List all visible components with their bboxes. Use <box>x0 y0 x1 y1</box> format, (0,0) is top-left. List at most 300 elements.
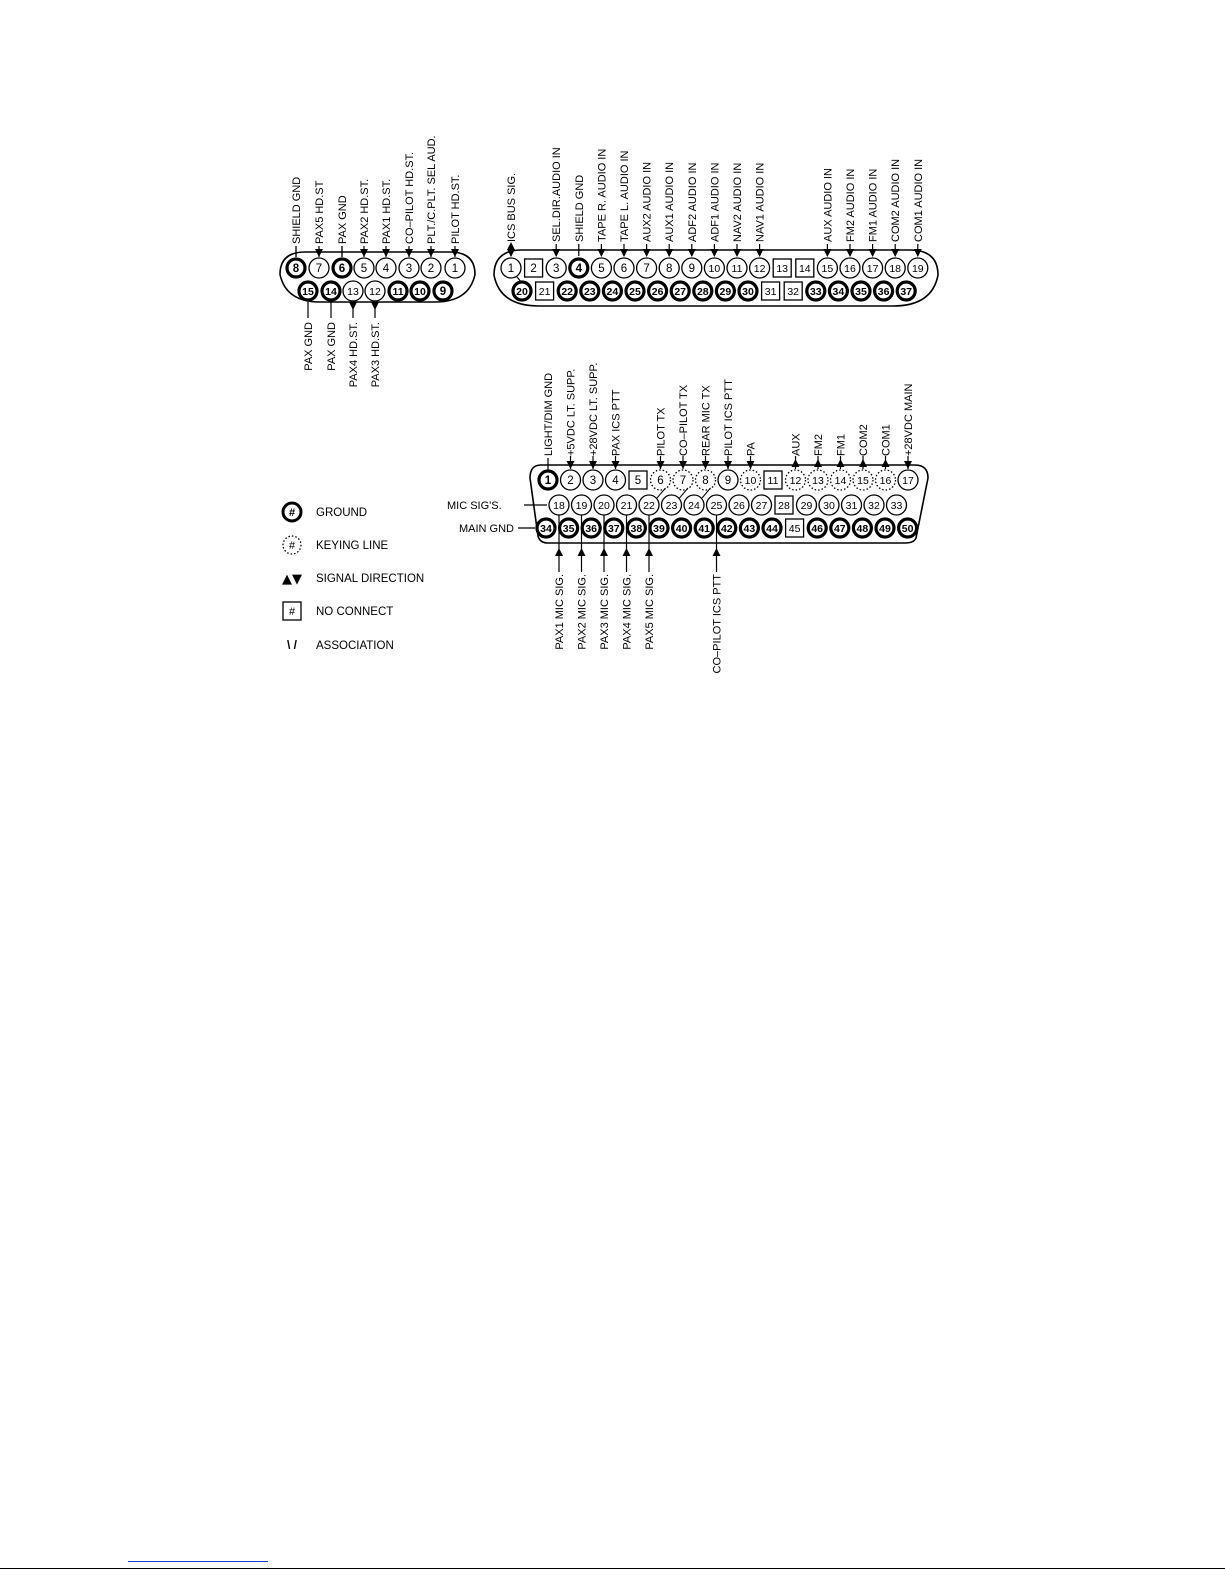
conn50-pin-31 <box>842 495 862 515</box>
conn37-pin-27 <box>671 282 689 300</box>
conn15-barrow-2 <box>349 302 357 310</box>
conn37-arrow-5 <box>643 249 651 257</box>
conn37-pin-25 <box>626 282 644 300</box>
conn37-pin-22 <box>558 282 576 300</box>
conn50-pin-32 <box>864 495 884 515</box>
conn37-pin-10 <box>704 258 724 278</box>
conn37-pin-17 <box>863 258 883 278</box>
conn50-blabel-0: PAX1 MIC SIG. <box>554 574 566 650</box>
conn50-label-2: +28VDC LT. SUPP. <box>588 362 600 456</box>
conn37-arrow-13 <box>869 249 877 257</box>
conn50-pin-47-number: 47 <box>833 523 846 536</box>
conn15-pin-4-number: 4 <box>382 263 390 276</box>
conn50-label-7: PILOT ICS PTT <box>723 379 735 456</box>
conn50-blabel-1: PAX2 MIC SIG. <box>576 574 589 650</box>
conn37-label-1: SEL.DIR.AUDIO IN <box>551 147 564 242</box>
conn37-arrow-14 <box>891 249 899 257</box>
conn50-blabel-4: PAX5 MIC SIG. <box>644 574 656 650</box>
conn37-label-6: AUX1 AUDIO IN <box>664 161 677 242</box>
conn37-pin-3-number: 3 <box>552 263 560 276</box>
conn37-pin-7 <box>637 258 657 278</box>
conn37-pin-26-number: 26 <box>651 286 664 299</box>
conn15-pin-1-number: 1 <box>451 263 459 276</box>
conn15-pin-3 <box>399 258 419 278</box>
conn37-label-3: TAPE R. AUDIO IN <box>596 148 609 242</box>
conn50-pin-20 <box>594 495 614 515</box>
legend-association-symbol: \ / <box>286 638 298 652</box>
conn50-label-10: FM2 <box>813 434 825 456</box>
conn37-pin-14-number: 14 <box>798 263 811 276</box>
conn15-pin-3-number: 3 <box>405 263 413 276</box>
conn37-pin-28 <box>694 282 712 300</box>
conn37-pin-5 <box>591 258 611 278</box>
conn37-pin-21-number: 21 <box>538 286 551 299</box>
conn50-pin-50-number: 50 <box>901 523 914 536</box>
conn37-label-8: ADF1 AUDIO IN <box>709 162 722 242</box>
conn37-pin-35-number: 35 <box>855 286 867 299</box>
conn50-pin-44 <box>763 519 781 537</box>
conn50-label-12: COM2 <box>858 424 870 456</box>
conn15-pin-7 <box>309 258 329 278</box>
conn37-pin-23-number: 23 <box>583 286 596 299</box>
conn50-pin-29 <box>797 495 817 515</box>
conn50-label-3: PAX ICS PTT <box>610 389 623 456</box>
conn50-side-label-gnd: MAIN GND <box>459 523 514 535</box>
conn50-pin-14 <box>831 470 851 490</box>
footer-rule <box>0 1568 1225 1569</box>
conn50-pin-48 <box>853 519 871 537</box>
conn37-pin-27-number: 27 <box>674 286 687 299</box>
conn50-pin-2-number: 2 <box>567 475 574 488</box>
legend-label-0: GROUND <box>316 507 368 519</box>
conn50-label-1: +5VDC LT. SUPP. <box>565 368 578 456</box>
conn37-arrowdn-0 <box>507 249 515 257</box>
conn37-pin-10-number: 10 <box>708 263 721 276</box>
conn50-pin-34 <box>537 519 555 537</box>
conn15-pin-1 <box>445 258 465 278</box>
conn15-arrow-6 <box>427 249 435 257</box>
conn50-pin-25-number: 25 <box>710 500 723 513</box>
conn37-pin-11-number: 11 <box>731 263 743 276</box>
conn50-pin-35 <box>560 519 578 537</box>
conn37-pin-6 <box>614 258 634 278</box>
conn50-label-11: FM1 <box>835 434 848 456</box>
conn50-pin-50 <box>899 519 917 537</box>
conn15-label-4: PAX1 HD.ST. <box>381 178 393 244</box>
conn37-pin-36-number: 36 <box>877 286 890 299</box>
conn50-pin-36-number: 36 <box>585 523 598 536</box>
conn50-pin-19-number: 19 <box>575 500 588 513</box>
conn37-arrow-3 <box>597 249 605 257</box>
conn50-pin-18 <box>549 495 569 515</box>
conn50-pin-33-number: 33 <box>890 500 903 513</box>
conn15-pin-5-number: 5 <box>360 263 368 276</box>
conn50-pin-36 <box>582 519 600 537</box>
conn15-pin-15-number: 15 <box>302 286 314 299</box>
conn50-barrow-0 <box>555 548 563 556</box>
conn50-pin-16-number: 16 <box>879 475 892 488</box>
conn50-pin-32-number: 32 <box>868 500 880 513</box>
conn37-pin-31 <box>762 282 780 300</box>
conn50-label-4: PILOT TX <box>655 407 668 456</box>
conn37-pin-6-number: 6 <box>620 263 628 276</box>
conn50-pin-9 <box>718 470 738 490</box>
conn15-pin-6 <box>333 259 351 277</box>
conn50-pin-4 <box>606 470 626 490</box>
conn50-pin-28-number: 28 <box>778 500 790 513</box>
conn50-pin-40-number: 40 <box>675 523 688 536</box>
conn50-pin-1 <box>539 471 557 489</box>
conn50-pin-15-number: 15 <box>857 475 869 488</box>
conn37-label-10: NAV1 AUDIO IN <box>754 162 767 242</box>
conn37-label-9: NAV2 AUDIO IN <box>732 162 744 242</box>
conn37-pin-4 <box>570 259 588 277</box>
conn37-pin-24 <box>603 282 621 300</box>
conn37-pin-18 <box>885 258 905 278</box>
conn50-pin-24 <box>684 495 704 515</box>
conn50-pin-31-number: 31 <box>845 500 858 513</box>
conn50-pin-21 <box>617 495 637 515</box>
conn37-pin-9-number: 9 <box>688 263 696 276</box>
conn50-pin-12-number: 12 <box>789 475 802 488</box>
conn15-pin-12-number: 12 <box>369 286 381 299</box>
conn15-pin-5 <box>354 258 374 278</box>
conn37-pin-14 <box>796 259 814 277</box>
conn15-pin-2 <box>421 258 441 278</box>
conn37-label-0: ICS BUS SIG. <box>506 172 518 242</box>
conn37-pin-28-number: 28 <box>696 286 709 299</box>
conn50-pin-35-number: 35 <box>562 523 575 536</box>
conn37-pin-29 <box>716 282 734 300</box>
footer-link-underline <box>128 1561 268 1562</box>
conn37-pin-25-number: 25 <box>629 286 641 299</box>
conn50-arrow-12 <box>859 459 867 467</box>
conn15-pin-10-number: 10 <box>414 286 426 299</box>
conn37-pin-20-number: 20 <box>516 286 528 299</box>
conn50-pin-27-number: 27 <box>755 500 768 513</box>
conn15-pin-4 <box>376 258 396 278</box>
conn50-pin-11 <box>764 471 782 489</box>
conn37-pin-23 <box>581 282 599 300</box>
conn37-pin-35 <box>852 282 870 300</box>
conn15-barrow-3 <box>371 302 379 310</box>
conn37-label-13: FM1 AUDIO IN <box>867 168 880 242</box>
conn37-label-14: COM2 AUDIO IN <box>890 158 903 242</box>
conn50-pin-18-number: 18 <box>553 500 565 513</box>
conn37-pin-34 <box>829 282 847 300</box>
conn50-pin-20-number: 20 <box>598 500 610 513</box>
conn37-label-4: TAPE L. AUDIO IN <box>619 150 631 242</box>
conn37-pin-2 <box>525 259 543 277</box>
conn50-pin-43 <box>740 519 758 537</box>
conn50-barrow-3 <box>623 548 631 556</box>
conn37-pin-33-number: 33 <box>809 286 822 299</box>
conn50-pin-28 <box>775 496 793 514</box>
legend-direction-symbol: ▲▼ <box>282 572 302 587</box>
conn50-pin-11-number: 11 <box>767 475 779 488</box>
conn37-pin-19-number: 19 <box>911 263 924 276</box>
conn50-blabel-2: PAX3 MIC SIG. <box>599 574 611 650</box>
conn50-pin-7 <box>673 470 693 490</box>
conn50-barrow-2 <box>600 548 608 556</box>
conn50-pin-45-number: 45 <box>788 523 801 536</box>
conn50-label-5: CO–PILOT TX <box>678 384 690 456</box>
conn50-arrow-10 <box>814 459 822 467</box>
conn37-arrow-12 <box>846 249 854 257</box>
conn15-arrow-4 <box>382 249 390 257</box>
conn50-label-9: AUX <box>790 433 803 456</box>
conn50-label-13: COM1 <box>880 424 893 456</box>
conn50-barrow-4 <box>645 548 653 556</box>
conn50-pin-49-number: 49 <box>879 523 891 536</box>
conn50-arrow-9 <box>792 459 800 467</box>
conn37-pin-19 <box>908 258 928 278</box>
conn15-label-2: PAX GND <box>337 195 349 244</box>
conn50-pin-30 <box>819 495 839 515</box>
conn15-label-5: CO–PILOT HD.ST. <box>404 151 416 244</box>
conn37-pin-16-number: 16 <box>844 263 856 276</box>
legend-label-4: ASSOCIATION <box>316 640 394 652</box>
conn15-pin-8-number: 8 <box>292 263 300 276</box>
conn37-pin-8 <box>659 258 679 278</box>
conn50-pin-17 <box>898 470 918 490</box>
conn37-pin-3 <box>546 258 566 278</box>
conn50-pin-41 <box>695 519 713 537</box>
conn50-pin-12 <box>786 470 806 490</box>
conn37-pin-32-number: 32 <box>787 286 800 299</box>
conn50-label-0: LIGHT/DIM GND <box>543 372 555 456</box>
conn37-arrow-6 <box>665 249 673 257</box>
conn15-arrow-5 <box>405 249 413 257</box>
conn37-pin-7-number: 7 <box>643 263 650 276</box>
conn50-label-8: PA <box>745 442 758 456</box>
conn37-pin-18-number: 18 <box>889 263 902 276</box>
conn37-pin-1 <box>501 258 521 278</box>
conn15-pin-11-number: 11 <box>392 286 404 299</box>
conn50-pin-6 <box>651 470 671 490</box>
conn37-pin-37-number: 37 <box>900 286 913 299</box>
conn50-pin-9-number: 9 <box>724 475 732 488</box>
conn37-arrow-15 <box>914 249 922 257</box>
conn37-pin-2-number: 2 <box>530 263 537 276</box>
conn37-pin-17-number: 17 <box>866 263 879 276</box>
conn50-pin-13-number: 13 <box>812 475 824 488</box>
conn50-blabel-5: CO–PILOT ICS PTT <box>711 574 724 674</box>
conn37-pin-4-number: 4 <box>575 263 583 276</box>
conn50-pin-10-number: 10 <box>744 475 757 488</box>
conn50-pin-5-number: 5 <box>634 475 642 488</box>
conn50-pin-14-number: 14 <box>834 475 847 488</box>
conn37-pin-34-number: 34 <box>832 286 845 299</box>
conn50-pin-10 <box>741 470 761 490</box>
conn15-pin-2-number: 2 <box>427 263 435 276</box>
conn50-pin-41-number: 41 <box>698 523 711 536</box>
conn50-side-label-mic: MIC SIG'S. <box>447 500 502 512</box>
conn15-pin-7-number: 7 <box>315 263 323 276</box>
conn50-pin-6-number: 6 <box>657 475 664 488</box>
legend-noconnect-hash: # <box>288 606 296 618</box>
conn50-label-14: +28VDC MAIN <box>903 383 915 456</box>
conn37-arrow-7 <box>688 249 696 257</box>
legend-label-1: KEYING LINE <box>316 540 389 552</box>
conn50-pin-15 <box>853 470 873 490</box>
conn37-label-5: AUX2 AUDIO IN <box>641 161 654 242</box>
conn15-blabel-0: PAX GND <box>303 322 315 371</box>
conn37-pin-9 <box>682 258 702 278</box>
conn50-pin-37 <box>605 519 623 537</box>
conn37-arrow-11 <box>823 249 831 257</box>
conn37-pin-12-number: 12 <box>753 263 766 276</box>
conn50-pin-25 <box>707 495 727 515</box>
conn37-label-7: ADF2 AUDIO IN <box>686 162 699 242</box>
conn50-pin-13 <box>808 470 828 490</box>
conn15-pin-10 <box>411 282 429 300</box>
conn37-pin-30 <box>739 282 757 300</box>
conn50-pin-34-number: 34 <box>540 523 552 536</box>
conn50-pin-7-number: 7 <box>679 475 687 488</box>
conn37-pin-32 <box>784 282 802 300</box>
conn50-pin-44-number: 44 <box>766 523 778 536</box>
conn37-pin-15-number: 15 <box>821 263 834 276</box>
conn50-pin-26 <box>729 495 749 515</box>
conn15-pin-14 <box>322 282 340 300</box>
conn50-pin-38-number: 38 <box>630 523 643 536</box>
conn15-label-7: PILOT HD.ST. <box>450 174 462 244</box>
conn15-pin-11 <box>389 282 407 300</box>
conn50-pin-4-number: 4 <box>612 475 619 488</box>
conn37-label-15: COM1 AUDIO IN <box>912 158 925 242</box>
conn37-pin-29-number: 29 <box>719 286 732 299</box>
conn50-pin-1-number: 1 <box>544 475 552 488</box>
conn50-barrow-1 <box>578 548 586 556</box>
conn50-arrow-11 <box>837 459 845 467</box>
legend-label-2: SIGNAL DIRECTION <box>316 573 425 585</box>
conn37-pin-33 <box>807 282 825 300</box>
legend-keying-hash: # <box>288 540 296 552</box>
conn37-arrow-4 <box>620 249 628 257</box>
conn37-pin-30-number: 30 <box>742 286 754 299</box>
conn15-blabel-3: PAX3 HD.ST. <box>370 322 382 388</box>
conn50-pin-23-number: 23 <box>665 500 678 513</box>
conn50-pin-8-number: 8 <box>702 475 709 488</box>
conn50-barrow-5 <box>713 548 721 556</box>
conn37-pin-31-number: 31 <box>764 286 777 299</box>
conn15-arrow-3 <box>360 249 368 257</box>
conn50-pin-43-number: 43 <box>743 523 756 536</box>
conn50-pin-21-number: 21 <box>620 500 633 513</box>
conn50-pin-39-number: 39 <box>653 523 665 536</box>
conn50-pin-8 <box>696 470 716 490</box>
conn37-label-12: FM2 AUDIO IN <box>845 168 857 242</box>
conn50-pin-30-number: 30 <box>823 500 835 513</box>
conn50-pin-49 <box>876 519 894 537</box>
conn37-pin-8-number: 8 <box>665 263 673 276</box>
conn15-blabel-1: PAX GND <box>326 322 338 371</box>
conn37-pin-1-number: 1 <box>507 263 515 276</box>
conn37-arrowup-0 <box>507 242 515 250</box>
conn50-pin-2 <box>561 470 581 490</box>
conn37-pin-26 <box>649 282 667 300</box>
conn37-pin-36 <box>875 282 893 300</box>
conn37-label-2: SHIELD GND <box>573 174 586 242</box>
conn50-pin-16 <box>876 470 896 490</box>
conn37-pin-37 <box>897 282 915 300</box>
conn50-pin-45 <box>786 519 804 537</box>
conn15-label-3: PAX2 HD.ST. <box>359 178 371 244</box>
legend-ground-hash: # <box>288 507 296 519</box>
conn50-pin-42 <box>718 519 736 537</box>
conn15-pin-13-number: 13 <box>347 286 359 299</box>
conn50-arrow-13 <box>882 459 890 467</box>
conn50-pin-46 <box>808 519 826 537</box>
conn50-pin-19 <box>572 495 592 515</box>
conn37-pin-11 <box>727 258 747 278</box>
conn37-arrow-10 <box>756 249 764 257</box>
conn15-blabel-2: PAX4 HD.ST. <box>348 322 360 388</box>
conn15-pin-6-number: 6 <box>338 263 346 276</box>
conn50-pin-5 <box>629 471 647 489</box>
conn37-pin-15 <box>817 258 837 278</box>
conn15-label-6: PLT./C.PLT. SEL AUD. <box>426 135 438 244</box>
conn37-pin-13 <box>773 259 791 277</box>
conn37-pin-13-number: 13 <box>776 263 789 276</box>
conn50-label-6: REAR MIC TX <box>700 385 713 456</box>
conn50-pin-3 <box>583 470 603 490</box>
conn37-pin-21 <box>536 282 554 300</box>
conn50-pin-42-number: 42 <box>720 523 733 536</box>
conn50-pin-26-number: 26 <box>733 500 745 513</box>
conn50-pin-47 <box>831 519 849 537</box>
conn37-pin-12 <box>750 258 770 278</box>
conn50-pin-17-number: 17 <box>902 475 914 488</box>
conn50-pin-24-number: 24 <box>688 500 700 513</box>
conn37-pin-24-number: 24 <box>606 286 619 299</box>
conn37-arrow-8 <box>710 249 718 257</box>
conn15-pin-15 <box>299 282 317 300</box>
conn15-pin-14-number: 14 <box>325 286 337 299</box>
conn50-pin-37-number: 37 <box>607 523 620 536</box>
conn50-pin-33 <box>887 495 907 515</box>
conn50-blabel-3: PAX4 MIC SIG. <box>621 574 634 650</box>
conn37-pin-16 <box>840 258 860 278</box>
legend-label-3: NO CONNECT <box>316 606 394 618</box>
conn50-pin-48-number: 48 <box>856 523 869 536</box>
conn37-arrow-1 <box>552 249 560 257</box>
conn50-pin-3-number: 3 <box>589 475 597 488</box>
conn15-arrow-1 <box>315 249 323 257</box>
conn50-pin-38 <box>627 519 645 537</box>
conn50-pin-39 <box>650 519 668 537</box>
conn15-label-1: PAX5 HD.ST <box>314 180 326 244</box>
conn15-label-0: SHIELD GND <box>291 176 303 244</box>
conn50-pin-27 <box>752 495 772 515</box>
conn15-pin-9-number: 9 <box>439 286 447 299</box>
conn37-pin-20 <box>513 282 531 300</box>
conn50-pin-23 <box>662 495 682 515</box>
conn15-pin-13 <box>343 281 363 301</box>
conn15-pin-9 <box>434 282 452 300</box>
conn50-pin-40 <box>673 519 691 537</box>
conn37-label-11: AUX AUDIO IN <box>822 168 835 242</box>
conn50-pin-22 <box>639 495 659 515</box>
conn15-pin-8 <box>287 259 305 277</box>
conn50-pin-22-number: 22 <box>643 500 655 513</box>
conn37-arrow-9 <box>733 249 741 257</box>
conn50-pin-46-number: 46 <box>811 523 824 536</box>
conn50-pin-29-number: 29 <box>800 500 813 513</box>
conn37-pin-22-number: 22 <box>561 286 574 299</box>
conn37-pin-5-number: 5 <box>598 263 605 276</box>
